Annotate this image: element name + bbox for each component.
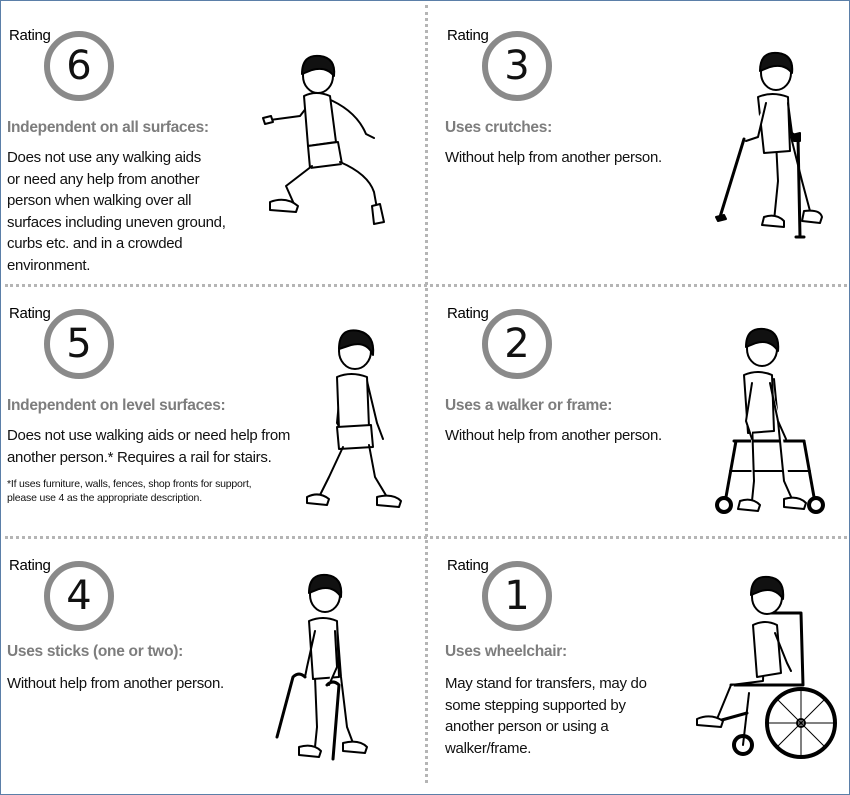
rating-number-badge <box>482 309 552 379</box>
rating-heading: Uses sticks (one or two): <box>7 643 183 660</box>
rating-description <box>7 425 290 468</box>
rating-label: Rating <box>447 305 489 322</box>
rating-card-5 <box>1 279 421 539</box>
rating-description <box>445 425 662 447</box>
rating-label: Rating <box>9 27 51 44</box>
rating-card-2 <box>439 279 850 539</box>
rating-card-6 <box>1 1 421 274</box>
rating-number: 3 <box>504 43 530 89</box>
column-divider <box>425 5 428 783</box>
rating-number: 6 <box>66 43 92 89</box>
footnote-line: *If uses furniture, walls, fences, shop fronts for support, <box>7 478 252 490</box>
description-line: or need any help from another <box>7 170 200 188</box>
rating-number-badge <box>482 31 552 101</box>
description-line: another person.* Requires a rail for stairs. <box>7 448 272 466</box>
rating-card-3 <box>439 1 850 261</box>
rating-label: Rating <box>9 305 51 322</box>
rating-number: 2 <box>504 321 530 367</box>
rating-label: Rating <box>9 557 51 574</box>
description-line: environment. <box>7 256 91 274</box>
rating-heading: Uses wheelchair: <box>445 643 567 660</box>
rating-number-badge <box>44 309 114 379</box>
description-line: Does not use any walking aids <box>7 149 201 166</box>
rating-description <box>7 673 224 695</box>
rating-card-1 <box>439 531 850 791</box>
rating-number: 4 <box>66 573 92 619</box>
rating-number: 5 <box>66 321 92 367</box>
description-line: Without help from another person. <box>7 675 224 692</box>
rating-heading: Independent on all surfaces: <box>7 119 209 136</box>
rating-number-badge <box>44 561 114 631</box>
child-running-icon <box>256 46 396 226</box>
description-line: walker/frame. <box>445 739 532 757</box>
rating-number-badge <box>44 31 114 101</box>
description-line: some stepping supported by <box>445 696 626 714</box>
rating-description <box>445 673 647 759</box>
rating-footnote <box>7 477 251 505</box>
child-walker-frame-icon <box>704 321 834 521</box>
rating-description <box>445 147 662 169</box>
footnote-line: please use 4 as the appropriate description. <box>7 492 202 504</box>
rating-heading: Uses crutches: <box>445 119 552 136</box>
child-wheelchair-icon <box>691 573 841 763</box>
description-line: May stand for transfers, may do <box>445 675 647 692</box>
rating-card-4 <box>1 531 421 791</box>
child-walking-icon <box>301 323 411 513</box>
rating-number: 1 <box>504 573 530 619</box>
rating-heading: Independent on level surfaces: <box>7 397 226 414</box>
rating-label: Rating <box>447 27 489 44</box>
rating-label: Rating <box>447 557 489 574</box>
rating-heading: Uses a walker or frame: <box>445 397 613 414</box>
child-crutches-icon <box>714 41 834 241</box>
rating-description <box>7 147 226 276</box>
description-line: person when walking over all <box>7 192 192 209</box>
rating-number-badge <box>482 561 552 631</box>
description-line: Without help from another person. <box>445 427 662 444</box>
description-line: Does not use walking aids or need help from <box>7 427 291 444</box>
description-line: Without help from another person. <box>445 149 662 166</box>
child-walking-sticks-icon <box>271 567 381 767</box>
description-line: another person or using a <box>445 718 609 735</box>
description-line: surfaces including uneven ground, <box>7 213 226 231</box>
description-line: curbs etc. and in a crowded <box>7 235 183 252</box>
